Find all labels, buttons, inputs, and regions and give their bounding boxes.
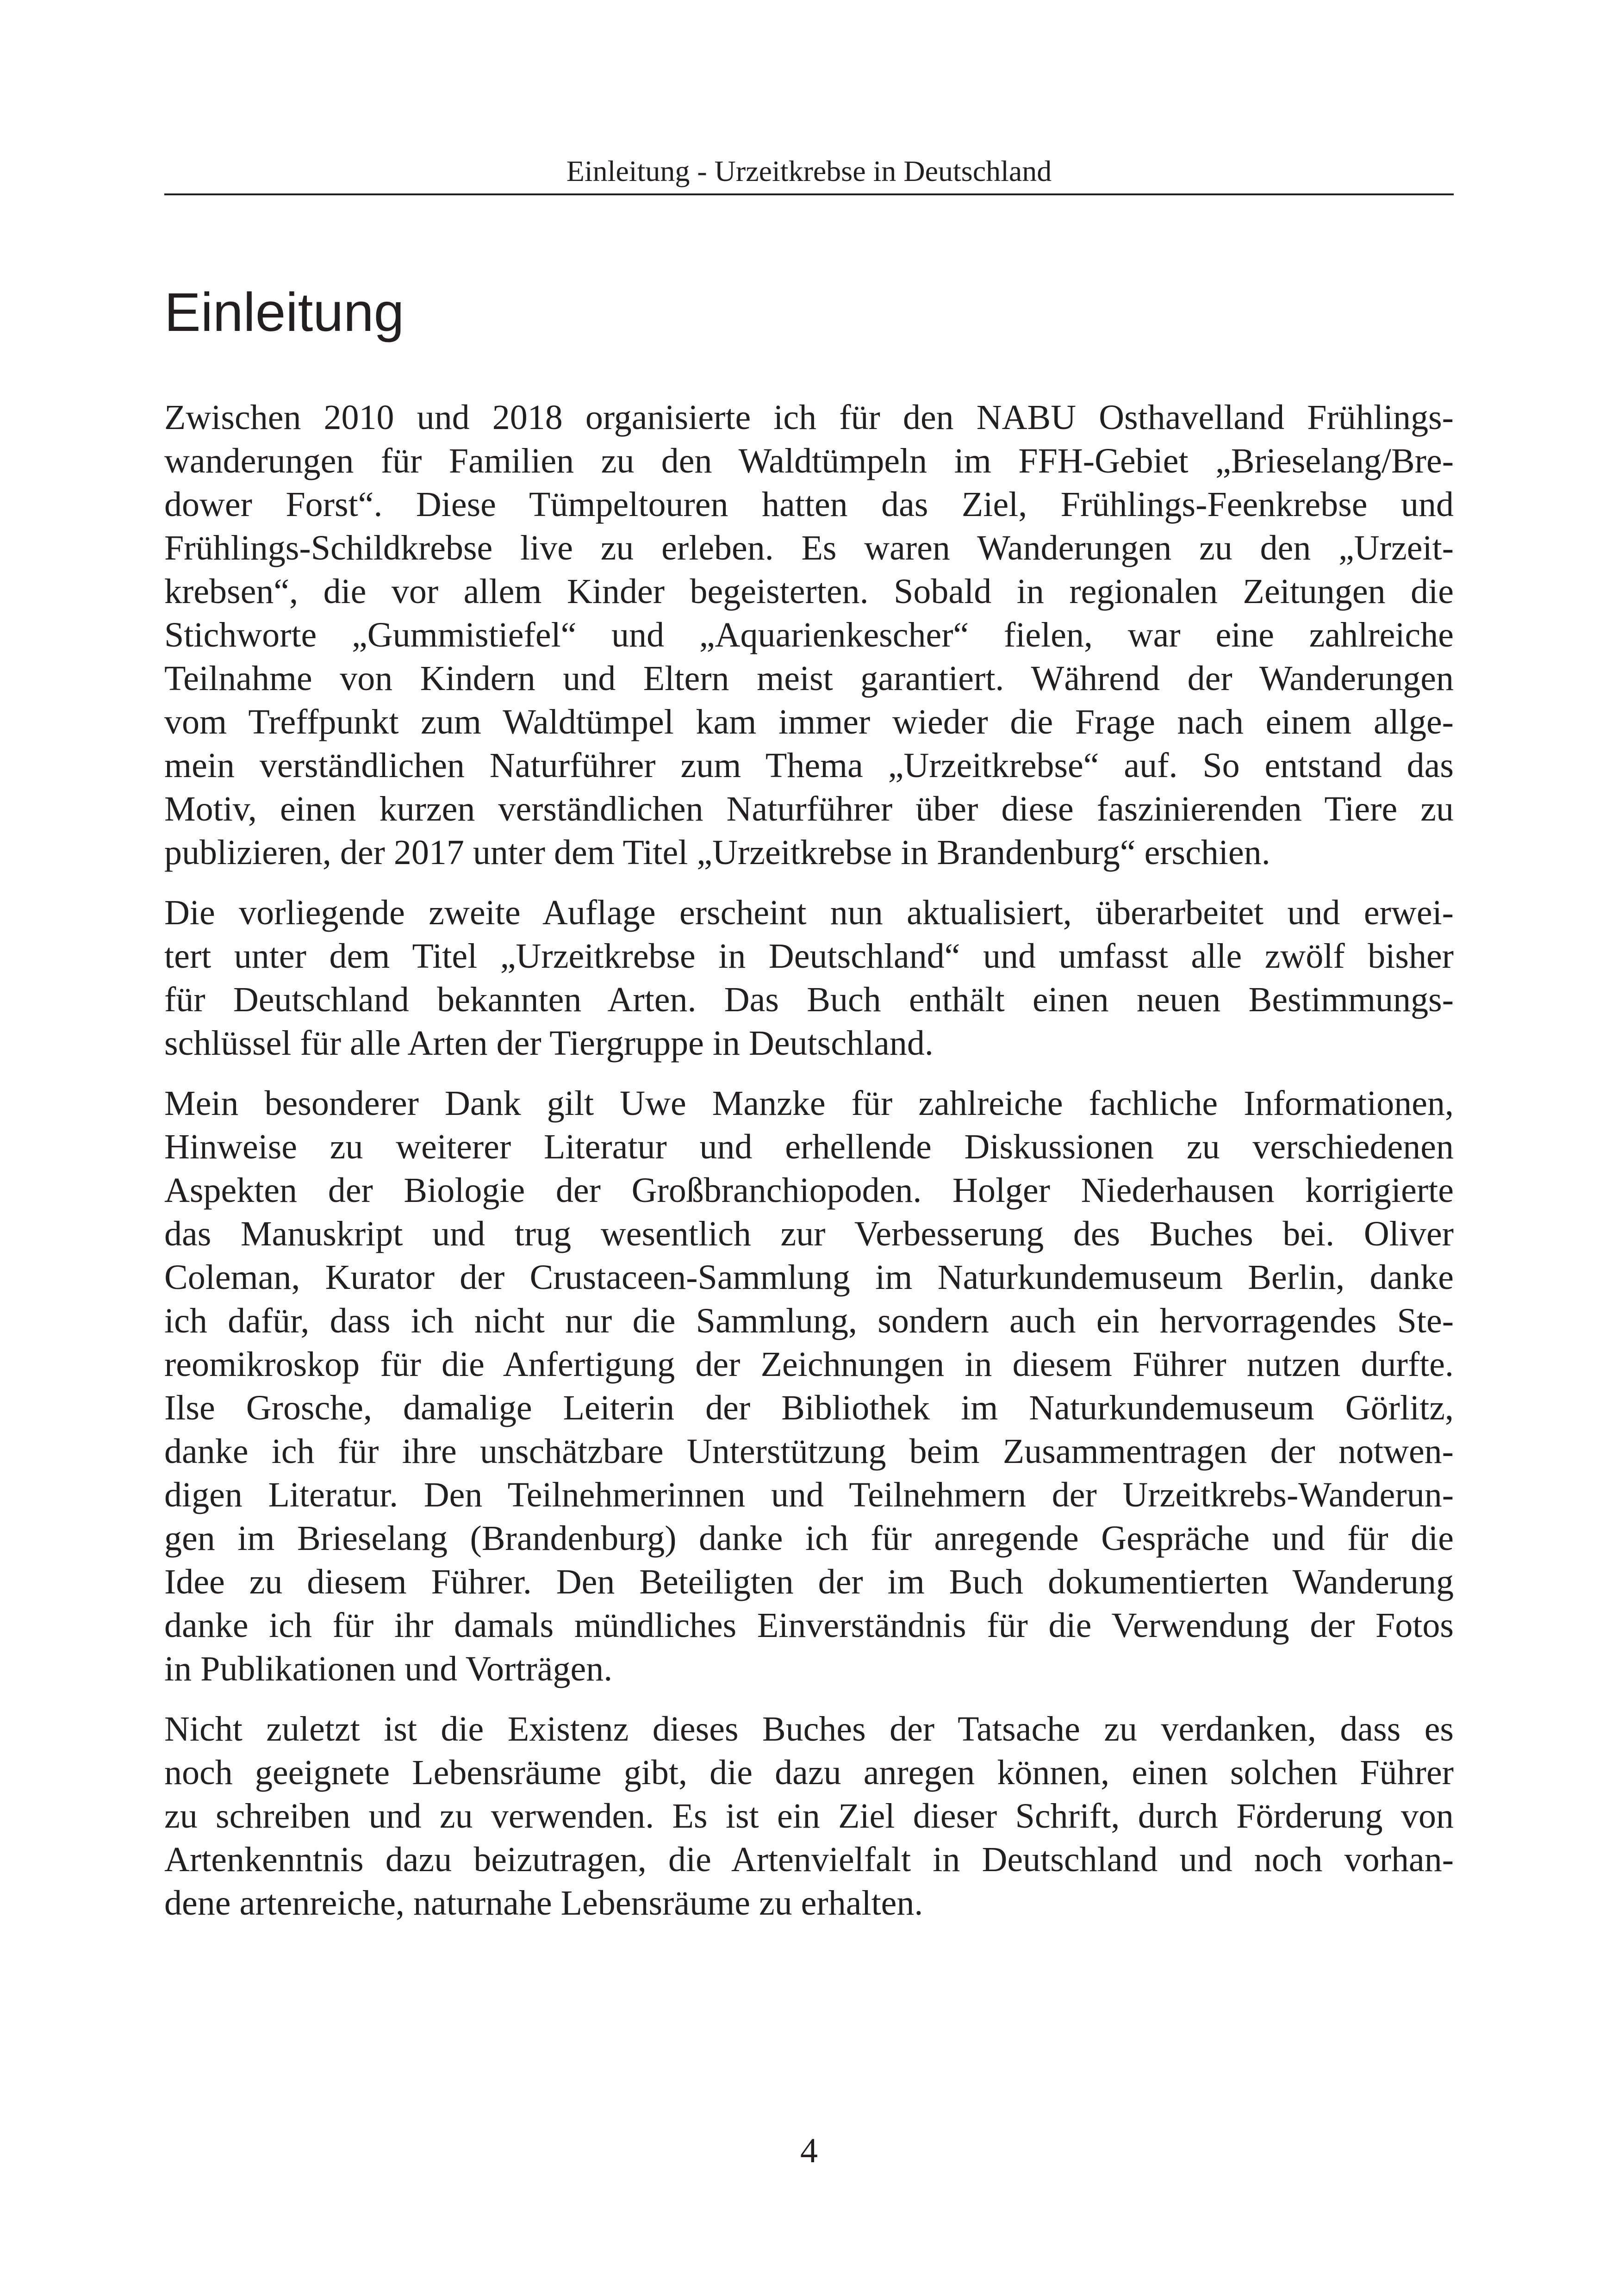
- text-line: Idee zu diesem Führer. Den Beteiligten der im Buch dokumentierten Wanderung: [164, 1562, 1454, 1601]
- text-line: gen im Brieselang (Brandenburg) danke ich für anregende Gespräche und für die: [164, 1519, 1454, 1558]
- text-line: publizieren, der 2017 unter dem Titel „Urzeitkrebse in Brandenburg“ erschien.: [164, 833, 1270, 872]
- paragraph-intro: [164, 396, 1454, 874]
- text-line: ich dafür, dass ich nicht nur die Sammlung, sondern auch ein hervorragendes Ste-: [164, 1301, 1454, 1340]
- text-line: mein verständlichen Naturführer zum Thema „Urzeitkrebse“ auf. So entstand das: [164, 746, 1454, 785]
- text-line: das Manuskript und trug wesentlich zur Verbesserung des Buches bei. Oliver: [164, 1214, 1454, 1253]
- text-line: reomikroskop für die Anfertigung der Zeichnungen in diesem Führer nutzen durfte.: [164, 1345, 1454, 1384]
- text-line: krebsen“, die vor allem Kinder begeisterten. Sobald in regionalen Zeitungen die: [164, 572, 1454, 611]
- paragraph-second-edition: [164, 891, 1454, 1065]
- text-line: in Publikationen und Vorträgen.: [164, 1649, 613, 1688]
- text-line: Hinweise zu weiterer Literatur und erhellende Diskussionen zu verschiedenen: [164, 1127, 1454, 1166]
- text-line: Artenkenntnis dazu beizutragen, die Artenvielfalt in Deutschland und noch vorhan-: [164, 1840, 1454, 1879]
- text-line: Aspekten der Biologie der Großbranchiopoden. Holger Niederhausen korrigierte: [164, 1171, 1454, 1210]
- text-line: Die vorliegende zweite Auflage erscheint nun aktualisiert, überarbeitet und erwei-: [164, 893, 1454, 932]
- running-header: Einleitung - Urzeitkrebse in Deutschland: [566, 155, 1052, 187]
- text-line: noch geeignete Lebensräume gibt, die dazu anregen können, einen solchen Führer: [164, 1753, 1454, 1792]
- text-line: Nicht zuletzt ist die Existenz dieses Buches der Tatsache zu verdanken, dass es: [164, 1710, 1454, 1748]
- header-rule: [164, 193, 1454, 195]
- text-line: dower Forst“. Diese Tümpeltouren hatten das Ziel, Frühlings-Feenkrebse und: [164, 485, 1454, 524]
- chapter-title: Einleitung: [164, 282, 404, 343]
- text-line: Zwischen 2010 und 2018 organisierte ich für den NABU Osthavelland Frühlings-: [164, 398, 1454, 437]
- text-line: Ilse Grosche, damalige Leiterin der Bibliothek im Naturkundemuseum Görlitz,: [164, 1388, 1454, 1427]
- text-line: danke ich für ihre unschätzbare Unterstützung beim Zusammentragen der notwen-: [164, 1432, 1454, 1471]
- text-line: für Deutschland bekannten Arten. Das Buch enthält einen neuen Bestimmungs-: [164, 980, 1454, 1019]
- paragraph-acknowledgements: [164, 1082, 1454, 1691]
- text-line: schlüssel für alle Arten der Tiergruppe in Deutschland.: [164, 1024, 933, 1063]
- text-line: Mein besonderer Dank gilt Uwe Manzke für zahlreiche fachliche Informationen,: [164, 1084, 1454, 1123]
- text-line: danke ich für ihr damals mündliches Einverständnis für die Verwendung der Fotos: [164, 1606, 1454, 1645]
- text-line: Coleman, Kurator der Crustaceen-Sammlung im Naturkundemuseum Berlin, danke: [164, 1258, 1454, 1297]
- text-line: Stichworte „Gummistiefel“ und „Aquarienkescher“ fielen, war eine zahlreiche: [164, 616, 1454, 654]
- text-line: Teilnahme von Kindern und Eltern meist garantiert. Während der Wanderungen: [164, 659, 1454, 698]
- body-text: [164, 396, 1454, 1941]
- text-line: zu schreiben und zu verwenden. Es ist ein Ziel dieser Schrift, durch Förderung von: [164, 1797, 1454, 1836]
- text-line: tert unter dem Titel „Urzeitkrebse in Deutschland“ und umfasst alle zwölf bisher: [164, 937, 1454, 976]
- paragraph-closing: [164, 1707, 1454, 1925]
- page-number: 4: [800, 2131, 818, 2170]
- text-line: Motiv, einen kurzen verständlichen Naturführer über diese faszinierenden Tiere zu: [164, 790, 1454, 828]
- text-line: Frühlings-Schildkrebse live zu erleben. Es waren Wanderungen zu den „Urzeit-: [164, 529, 1454, 567]
- text-line: wanderungen für Familien zu den Waldtümpeln im FFH-Gebiet „Brieselang/Bre-: [164, 442, 1454, 480]
- text-line: dene artenreiche, naturnahe Lebensräume zu erhalten.: [164, 1884, 923, 1923]
- text-line: digen Literatur. Den Teilnehmerinnen und Teilnehmern der Urzeitkrebs-Wanderun-: [164, 1475, 1454, 1514]
- text-line: vom Treffpunkt zum Waldtümpel kam immer wieder die Frage nach einem allge-: [164, 703, 1454, 741]
